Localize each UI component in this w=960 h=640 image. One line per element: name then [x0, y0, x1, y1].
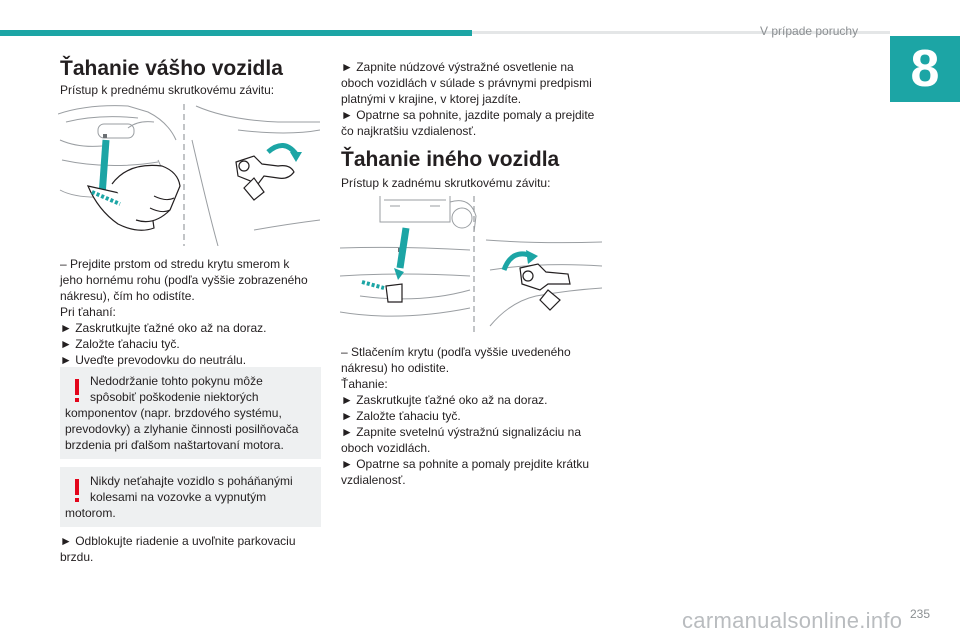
section-title: V prípade poruchy [760, 24, 859, 38]
right-top-step-line: ► Zapnite núdzové výstražné osvetlenie na [341, 60, 574, 74]
warning-box-damage [60, 367, 321, 459]
front-step-line: jeho hornému rohu (podľa vyššie zobrazeného [60, 273, 308, 287]
front-step-line: – Prejdite prstom od stredu krytu smerom k [60, 257, 290, 271]
front-step-line: ► Uveďte prevodovku do neutrálu. [60, 353, 247, 367]
front-step-line: ► Založte ťahaciu tyč. [60, 337, 180, 351]
rear-step-line: oboch vozidlách. [341, 441, 431, 455]
front-step-line: nákresu), čím ho odistíte. [60, 289, 195, 303]
warning-line: Nikdy neťahajte vozidlo s poháňanými [90, 474, 293, 488]
right-top-step-line: platnými v krajine, v ktorej jazdíte. [341, 92, 522, 106]
front-step-line: Pri ťahaní: [60, 305, 116, 319]
warning-exclamation-icon [73, 379, 81, 403]
rear-step-line: vzdialenosť. [341, 473, 406, 487]
rear-step-line: nákresu) ho odistite. [341, 361, 450, 375]
page-number: 235 [910, 607, 931, 621]
rear-thread-intro: Prístup k zadnému skrutkovému závitu: [341, 176, 551, 190]
front-cover-illustration [58, 100, 320, 246]
rear-step-line: ► Založte ťahaciu tyč. [341, 409, 461, 423]
rear-steps [341, 344, 611, 488]
header-accent-line [0, 30, 472, 36]
warning-line: motorom. [65, 506, 116, 520]
warning-box-driven-wheels [60, 467, 321, 527]
warning-line: komponentov (napr. brzdového systému, [65, 406, 282, 420]
heading-tow-own-vehicle: Ťahanie vášho vozidla [60, 57, 283, 80]
rear-step-line: – Stlačením krytu (podľa vyššie uvedeného [341, 345, 571, 359]
right-top-step-line: oboch vozidlách v súlade s právnymi predpismi [341, 76, 592, 90]
watermark: carmanualsonline.info [682, 608, 903, 633]
rear-step-line: ► Zapnite svetelnú výstražnú signalizáciu na [341, 425, 581, 439]
rear-step-line: Ťahanie: [341, 377, 388, 391]
final-step-line: ► Odblokujte riadenie a uvoľnite parkovaciu [60, 534, 296, 548]
right-top-steps [341, 59, 611, 139]
final-step [60, 533, 322, 565]
front-steps [60, 256, 320, 368]
chapter-number-badge: 8 [890, 36, 960, 102]
front-step-line: ► Zaskrutkujte ťažné oko až na doraz. [60, 321, 267, 335]
right-top-step-line: ► Opatrne sa pohnite, jazdite pomaly a prejdite [341, 108, 595, 122]
warning-line: kolesami na vozovke a vypnutým [90, 490, 267, 504]
heading-tow-other-vehicle: Ťahanie iného vozidla [341, 148, 560, 171]
rear-step-line: ► Opatrne sa pohnite a pomaly prejdite krátku [341, 457, 590, 471]
right-top-step-line: čo najkratšiu vzdialenosť. [341, 124, 477, 138]
rear-step-line: ► Zaskrutkujte ťažné oko až na doraz. [341, 393, 548, 407]
front-thread-intro: Prístup k prednému skrutkovému závitu: [60, 83, 275, 97]
warning-line: brzdenia pri ďalšom naštartovaní motora. [65, 438, 284, 452]
final-step-line: brzdu. [60, 550, 94, 564]
warning-line: spôsobiť poškodenie niektorých [90, 390, 259, 404]
warning-line: Nedodržanie tohto pokynu môže [90, 374, 263, 388]
warning-exclamation-icon [73, 479, 81, 503]
warning-line: prevodovky) a zlyhanie činnosti posilňovača [65, 422, 299, 436]
rear-cover-illustration [340, 192, 602, 332]
